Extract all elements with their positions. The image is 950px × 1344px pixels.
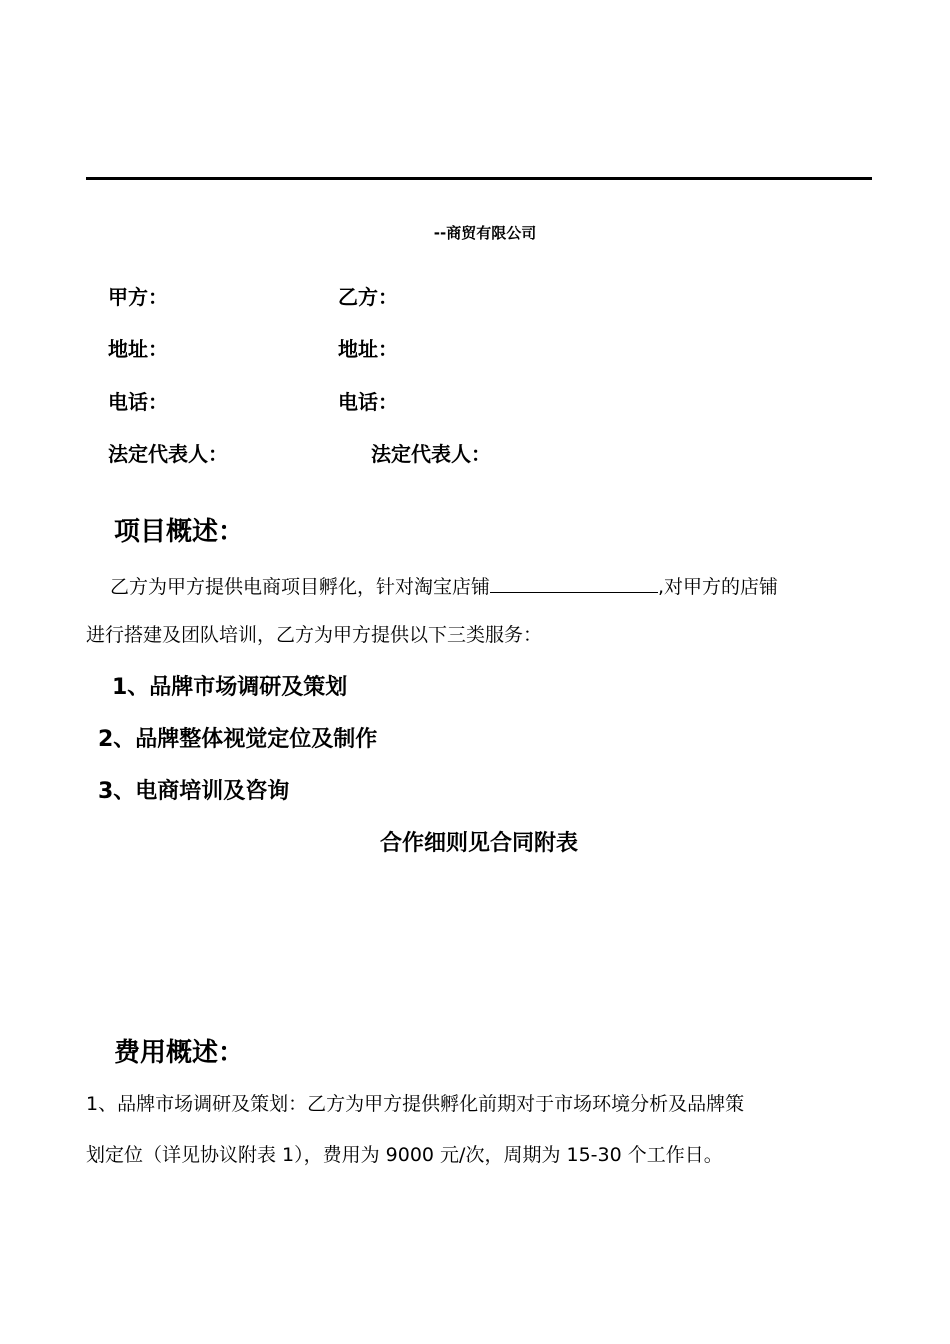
party-b-label: 乙方： bbox=[338, 285, 398, 309]
fee-line-1: 1、品牌市场调研及策划：乙方为甲方提供孵化前期对于市场环境分析及品牌策 bbox=[86, 1093, 745, 1115]
project-overview-title: 项目概述： bbox=[114, 517, 245, 547]
contract-details-note: 合作细则见合同附表 bbox=[379, 831, 578, 856]
party-b-address-label: 地址： bbox=[338, 337, 398, 361]
header-rule bbox=[86, 177, 872, 180]
party-a-legal-rep-label: 法定代表人： bbox=[108, 442, 228, 466]
company-name: --商贸有限公司 bbox=[433, 224, 537, 242]
party-a-phone-label: 电话： bbox=[108, 390, 168, 414]
service-item-1: 1、品牌市场调研及策划 bbox=[112, 675, 348, 700]
store-name-blank bbox=[490, 574, 658, 593]
fee-overview-title: 费用概述： bbox=[114, 1038, 245, 1068]
service-item-3: 3、电商培训及咨询 bbox=[98, 779, 290, 804]
party-b-phone-label: 电话： bbox=[338, 390, 398, 414]
party-b-legal-rep-label: 法定代表人： bbox=[371, 442, 491, 466]
party-a-label: 甲方： bbox=[108, 285, 168, 309]
service-item-2: 2、品牌整体视觉定位及制作 bbox=[98, 727, 378, 752]
project-intro-line2: 进行搭建及团队培训，乙方为甲方提供以下三类服务： bbox=[86, 624, 543, 646]
project-intro-part1: 乙方为甲方提供电商项目孵化，针对淘宝店铺 bbox=[110, 576, 491, 598]
fee-line-2: 划定位（详见协议附表 1），费用为 9000 元/次，周期为 15-30 个工作日。 bbox=[86, 1144, 723, 1166]
project-intro-part2: ,对甲方的店铺 bbox=[658, 576, 779, 598]
project-intro-line1 bbox=[110, 574, 778, 597]
party-a-address-label: 地址： bbox=[108, 337, 168, 361]
